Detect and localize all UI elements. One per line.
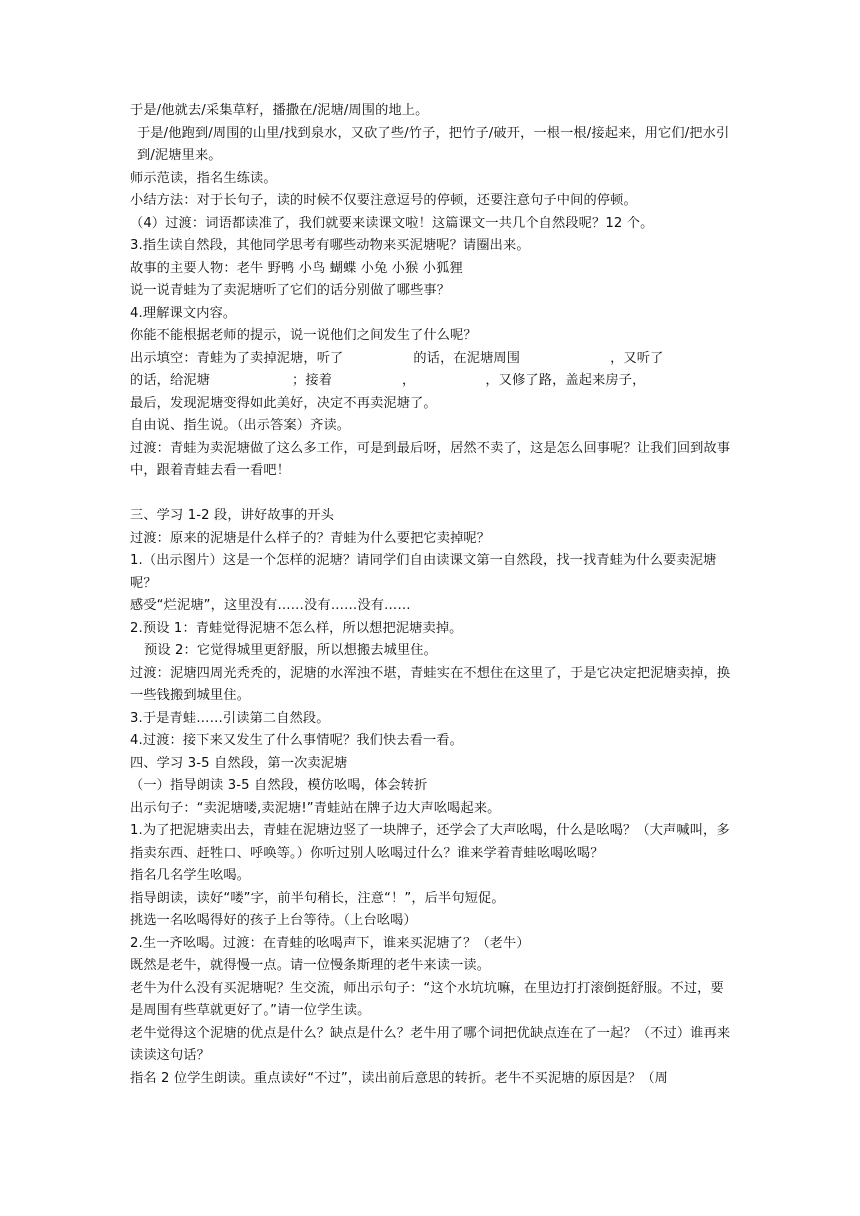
paragraph: 自由说、指生说。（出示答案）齐读。 bbox=[130, 418, 351, 433]
paragraph: 过渡：原来的泥塘是什么样子的？青蛙为什么要把它卖掉呢？ bbox=[130, 530, 491, 546]
paragraph: 4.理解课文内容。 bbox=[130, 305, 237, 321]
fill-text: 的话，给泥塘 bbox=[130, 373, 211, 388]
paragraph: 3.指生读自然段，其他同学思考有哪些动物来买泥塘呢？请圈出来。 bbox=[130, 238, 530, 253]
paragraph: 2.生一齐吆喝。过渡：在青蛙的吆喝声下，谁来买泥塘了？（老牛） bbox=[130, 935, 530, 951]
paragraph: 4.过渡：接下来又发生了什么事情呢？我们快去看一看。 bbox=[130, 733, 463, 748]
character-list: 故事的主要人物：老牛 野鸭 小鸟 蝴蝶 小兔 小猴 小狐狸 bbox=[130, 260, 463, 276]
paragraph: 既然是老牛，就得慢一点。请一位慢条斯理的老牛来读一读。 bbox=[130, 958, 491, 973]
paragraph: 过渡：青蛙为卖泥塘做了这么多工作，可是到最后呀，居然不卖了，这是怎么回事呢？让我们回到故事中，跟着青蛙去看一看吧！ bbox=[130, 440, 731, 478]
paragraph: 指名几名学生吆喝。 bbox=[130, 868, 251, 883]
fill-text: ，又听了 bbox=[610, 350, 664, 366]
document-page bbox=[130, 100, 736, 1090]
paragraph: 于是/他就去/采集草籽，播撒在/泥塘/周围的地上。 bbox=[130, 103, 429, 118]
paragraph: 感受“烂泥塘”，这里没有……没有……没有…… bbox=[130, 598, 411, 613]
paragraph: 出示句子：“卖泥塘喽,卖泥塘!”青蛙站在牌子边大声吆喝起来。 bbox=[130, 800, 501, 816]
paragraph: 指导朗读，读好“喽”字，前半句稍长，注意“！”，后半句短促。 bbox=[130, 890, 505, 906]
section-heading: 四、学习 3-5 自然段，第一次卖泥塘 bbox=[130, 755, 348, 771]
paragraph: 3.于是青蛙……引读第二自然段。 bbox=[130, 710, 330, 726]
paragraph: 老牛为什么没有买泥塘呢？生交流，师出示句子：“这个水坑坑嘛，在里边打打滚倒挺舒服。不过，要是周围有些草就更好了。”请一位学生读。 bbox=[130, 980, 724, 1018]
paragraph: 你能不能根据老师的提示，说一说他们之间发生了什么呢？ bbox=[130, 328, 477, 343]
blank-line bbox=[130, 483, 736, 506]
paragraph: 过渡：泥塘四周光秃秃的，泥塘的水浑浊不堪，青蛙实在不想住在这里了，于是它决定把泥塘卖掉，换一些钱搬到城里住。 bbox=[130, 665, 731, 703]
fill-text: ， bbox=[402, 373, 416, 388]
paragraph: 小结方法：对于长句子，读的时候不仅要注意逗号的停顿，还要注意句子中间的停顿。 bbox=[130, 193, 637, 208]
paragraph: 2.预设 1：青蛙觉得泥塘不怎么样，所以想把泥塘卖掉。 bbox=[130, 620, 463, 636]
fill-text: ，又修了路，盖起来房子， bbox=[485, 373, 646, 388]
paragraph: 1.（出示图片）这是一个怎样的泥塘？请同学们自由读课文第一自然段，找一找青蛙为什么要卖泥塘呢？ bbox=[130, 553, 717, 591]
paragraph: 师示范读，指名生练读。 bbox=[130, 170, 277, 186]
paragraph: 说一说青蛙为了卖泥塘听了它们的话分别做了哪些事？ bbox=[130, 283, 451, 298]
section-heading: 三、学习 1-2 段，讲好故事的开头 bbox=[130, 508, 335, 523]
paragraph: 挑选一名吆喝得好的孩子上台等待。（上台吆喝） bbox=[130, 913, 417, 928]
fill-text: 出示填空：青蛙为了卖掉泥塘，听了 bbox=[130, 350, 344, 366]
fill-in-blank-line-1 bbox=[130, 348, 736, 371]
sub-heading: （一）指导朗读 3-5 自然段，模仿吆喝，体会转折 bbox=[130, 778, 428, 793]
fill-in-blank-line-3: 最后，发现泥塘变得如此美好，决定不再卖泥塘了。 bbox=[130, 395, 437, 411]
paragraph: 老牛觉得这个泥塘的优点是什么？缺点是什么？老牛用了哪个词把优缺点连在了一起？（不过）谁再来读读这句话？ bbox=[130, 1025, 731, 1063]
paragraph: 指名 2 位学生朗读。重点读好“不过”，读出前后意思的转折。老牛不买泥塘的原因是？（周 bbox=[130, 1070, 669, 1086]
paragraph: 1.为了把泥塘卖出去，青蛙在泥塘边竖了一块牌子，还学会了大声吆喝，什么是吆喝？（大声喊叫，多指卖东西、赶牲口、呼唤等。）你听过别人吆喝过什么？谁来学着青蛙吆喝吆喝？ bbox=[130, 823, 730, 861]
fill-in-blank-line-2 bbox=[130, 370, 736, 393]
paragraph: 于是/他跑到/周围的山里/找到泉水，又砍了些/竹子，把竹子/破开，一根一根/接起来，用它们/把水引到/泥塘里来。 bbox=[137, 125, 730, 163]
paragraph: （4）过渡：词语都读准了，我们就要来读课文啦！这篇课文一共几个自然段呢？12 个。 bbox=[130, 215, 654, 231]
fill-text: 的话，在泥塘周围 bbox=[413, 350, 521, 366]
paragraph: 预设 2：它觉得城里更舒服，所以想搬去城里住。 bbox=[144, 643, 437, 658]
fill-text: ；接着 bbox=[292, 373, 333, 388]
